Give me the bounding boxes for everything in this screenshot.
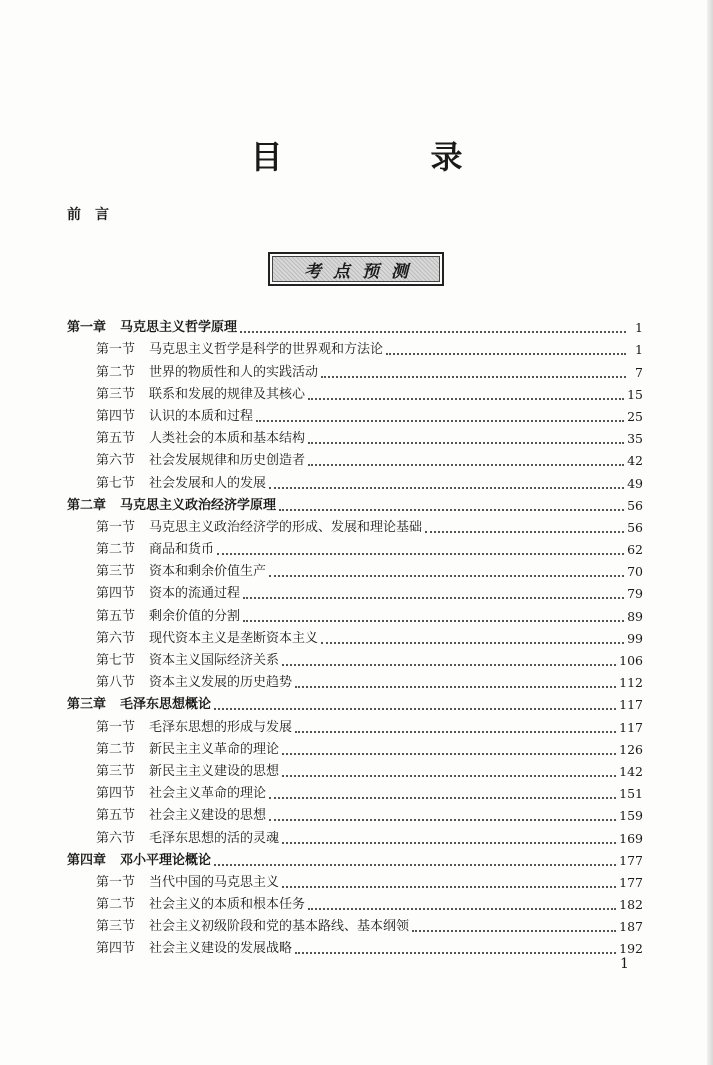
toc-section-entry[interactable] — [67, 758, 643, 780]
section-title: 社会主义建设的思想 — [149, 808, 267, 824]
section-page-number: 25 — [627, 408, 643, 424]
dot-leader — [279, 497, 624, 511]
chapter-page-number: 56 — [627, 497, 643, 513]
section-page-number: 79 — [627, 586, 643, 602]
section-title: 资本主义发展的历史趋势 — [149, 675, 293, 691]
section-title: 新民主主义建设的思想 — [149, 763, 280, 779]
toc-section-entry[interactable] — [67, 869, 643, 891]
dot-leader — [282, 874, 616, 888]
section-title: 认识的本质和过程 — [149, 408, 254, 424]
toc-chapter-entry[interactable] — [67, 314, 643, 336]
toc-chapter-entry[interactable] — [67, 691, 643, 713]
dot-leader — [217, 541, 624, 555]
toc-section-entry[interactable] — [67, 891, 643, 913]
dot-leader — [295, 674, 616, 688]
section-label: 第二节 — [96, 897, 136, 913]
dot-leader — [240, 319, 626, 333]
section-page-number: 89 — [627, 608, 643, 624]
toc-section-entry[interactable] — [67, 358, 643, 380]
section-page-number: 126 — [619, 741, 643, 757]
toc-section-entry[interactable] — [67, 669, 643, 691]
dot-leader — [243, 608, 624, 622]
toc-section-entry[interactable] — [67, 913, 643, 935]
section-page-number: 7 — [635, 364, 643, 380]
section-label: 第六节 — [96, 453, 136, 469]
chapter-label: 第三章 — [67, 697, 107, 713]
dot-leader — [269, 475, 624, 489]
toc-chapter-entry[interactable] — [67, 492, 643, 514]
section-title: 马克思主义哲学是科学的世界观和方法论 — [149, 342, 384, 358]
dot-leader — [269, 807, 616, 821]
section-page-number: 106 — [619, 653, 643, 668]
page-title: 目 录 — [250, 138, 521, 176]
section-page-number: 42 — [627, 453, 643, 469]
section-label: 第七节 — [96, 653, 136, 668]
page-number: 1 — [620, 956, 629, 972]
toc-section-entry[interactable] — [67, 447, 643, 469]
toc-section-entry[interactable] — [67, 625, 643, 647]
dot-leader — [308, 452, 624, 466]
section-label: 第六节 — [96, 630, 136, 646]
toc-section-entry[interactable] — [67, 558, 643, 580]
section-title: 毛泽东思想的活的灵魂 — [149, 830, 280, 846]
section-page-number: 15 — [627, 386, 643, 402]
section-page-number: 151 — [619, 786, 643, 802]
section-page-number: 182 — [619, 897, 643, 913]
section-page-number: 187 — [619, 919, 643, 935]
section-title: 社会主义革命的理论 — [149, 786, 267, 802]
toc-section-entry[interactable] — [67, 802, 643, 824]
dot-leader — [282, 741, 616, 755]
dot-leader — [243, 585, 624, 599]
chapter-label: 第四章 — [67, 852, 107, 868]
section-title: 新民主主义革命的理论 — [149, 741, 280, 757]
toc-section-entry[interactable] — [67, 336, 643, 358]
dot-leader — [269, 563, 624, 577]
dot-leader — [425, 519, 624, 533]
section-label: 第五节 — [96, 808, 136, 824]
dot-leader — [295, 940, 616, 954]
section-title: 社会主义的本质和根本任务 — [149, 897, 306, 913]
toc-section-entry[interactable] — [67, 602, 643, 624]
section-label: 第三节 — [96, 564, 136, 580]
toc-section-entry[interactable] — [67, 935, 643, 957]
chapter-label: 第二章 — [67, 497, 107, 513]
section-title: 现代资本主义是垄断资本主义 — [149, 630, 319, 646]
section-title: 联系和发展的规律及其核心 — [149, 386, 306, 402]
section-label: 第二节 — [96, 741, 136, 757]
section-label: 第一节 — [96, 719, 136, 735]
section-label: 第三节 — [96, 763, 136, 779]
section-title: 社会主义初级阶段和党的基本路线、基本纲领 — [149, 919, 410, 935]
section-label: 第八节 — [96, 675, 136, 691]
section-label: 第一节 — [96, 342, 136, 358]
section-title: 资本的流通过程 — [149, 586, 241, 602]
toc-section-entry[interactable] — [67, 647, 643, 669]
toc-section-entry[interactable] — [67, 736, 643, 758]
section-label: 第六节 — [96, 830, 136, 846]
toc-section-entry[interactable] — [67, 381, 643, 403]
toc-section-entry[interactable] — [67, 780, 643, 802]
toc-section-entry[interactable] — [67, 824, 643, 846]
section-label: 第四节 — [96, 586, 136, 602]
dot-leader — [412, 918, 616, 932]
section-label: 第二节 — [96, 542, 136, 558]
section-title: 商品和货币 — [149, 542, 215, 558]
dot-leader — [282, 830, 616, 844]
section-label: 第三节 — [96, 919, 136, 935]
section-page-number: 177 — [619, 874, 643, 890]
toc-chapter-entry[interactable] — [67, 847, 643, 869]
dot-leader — [214, 852, 616, 866]
dot-leader — [308, 896, 616, 910]
section-label: 第五节 — [96, 608, 136, 624]
section-page-number: 49 — [627, 475, 643, 491]
dot-leader — [321, 364, 626, 378]
section-page-number: 56 — [627, 519, 643, 535]
section-page-number: 192 — [619, 941, 643, 957]
dot-leader — [321, 630, 624, 644]
section-label: 第五节 — [96, 431, 136, 447]
section-title: 马克思主义政治经济学的形成、发展和理论基础 — [149, 519, 423, 535]
chapter-page-number: 177 — [619, 852, 643, 868]
toc-section-entry[interactable] — [67, 425, 643, 447]
banner-label: 考点预测 — [272, 256, 440, 282]
section-title: 世界的物质性和人的实践活动 — [149, 364, 319, 380]
section-banner — [268, 252, 444, 286]
section-page-number: 159 — [619, 808, 643, 824]
section-page-number: 35 — [627, 431, 643, 447]
toc-section-entry[interactable] — [67, 469, 643, 491]
chapter-title: 邓小平理论概论 — [120, 852, 212, 868]
section-label: 第二节 — [96, 364, 136, 380]
section-label: 第一节 — [96, 874, 136, 890]
section-title: 资本和剩余价值生产 — [149, 564, 267, 580]
section-page-number: 117 — [619, 719, 643, 735]
toc-section-entry[interactable] — [67, 403, 643, 425]
section-label: 第四节 — [96, 941, 136, 957]
toc-section-entry[interactable] — [67, 713, 643, 735]
section-label: 第四节 — [96, 408, 136, 424]
chapter-title: 马克思主义政治经济学原理 — [120, 497, 277, 513]
dot-leader — [269, 785, 616, 799]
dot-leader — [308, 430, 624, 444]
dot-leader — [282, 652, 616, 666]
section-page-number: 99 — [627, 630, 643, 646]
section-page-number: 169 — [619, 830, 643, 846]
dot-leader — [282, 763, 616, 777]
chapter-page-number: 117 — [619, 697, 643, 713]
section-title: 剩余价值的分割 — [149, 608, 241, 624]
dot-leader — [308, 386, 624, 400]
dot-leader — [214, 696, 616, 710]
section-page-number: 112 — [619, 675, 643, 691]
table-of-contents — [67, 314, 643, 957]
section-label: 第四节 — [96, 786, 136, 802]
section-page-number: 70 — [627, 564, 643, 580]
section-title: 社会发展和人的发展 — [149, 475, 267, 491]
section-title: 社会主义建设的发展战略 — [149, 941, 293, 957]
dot-leader — [256, 408, 624, 422]
preface-heading: 前言 — [67, 207, 123, 223]
chapter-title: 马克思主义哲学原理 — [120, 320, 238, 336]
section-title: 资本主义国际经济关系 — [149, 653, 280, 668]
dot-leader — [295, 719, 616, 733]
section-title: 社会发展规律和历史创造者 — [149, 453, 306, 469]
section-title: 当代中国的马克思主义 — [149, 874, 280, 890]
chapter-label: 第一章 — [67, 320, 107, 336]
toc-section-entry[interactable] — [67, 514, 643, 536]
section-title: 人类社会的本质和基本结构 — [149, 431, 306, 447]
section-page-number: 142 — [619, 763, 643, 779]
dot-leader — [386, 341, 626, 355]
toc-section-entry[interactable] — [67, 536, 643, 558]
section-title: 毛泽东思想的形成与发展 — [149, 719, 293, 735]
section-page-number: 1 — [635, 342, 643, 358]
chapter-page-number: 1 — [635, 320, 643, 336]
section-label: 第一节 — [96, 519, 136, 535]
section-label: 第七节 — [96, 475, 136, 491]
toc-section-entry[interactable] — [67, 580, 643, 602]
chapter-title: 毛泽东思想概论 — [120, 697, 212, 713]
section-label: 第三节 — [96, 386, 136, 402]
section-page-number: 62 — [627, 542, 643, 558]
